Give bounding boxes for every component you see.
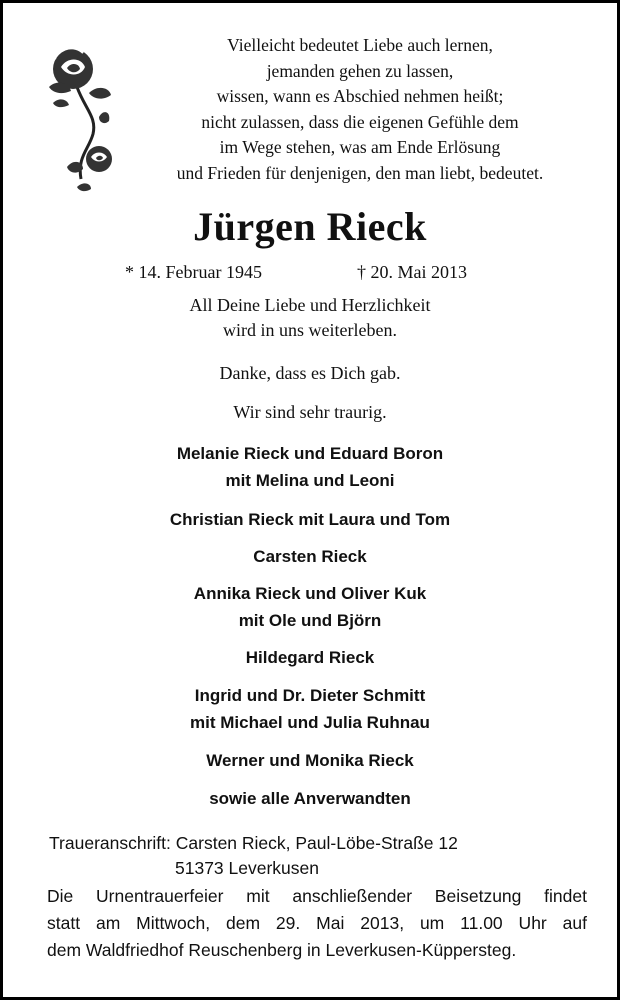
ceremony-line: dem Waldfriedhof Reuschenberg in Leverkusen-Küppersteg. <box>47 940 517 960</box>
deceased-name: Jürgen Rieck <box>193 204 427 249</box>
mourning-address: Traueranschrift: Carsten Rieck, Paul-Löbe-Straße 12 <box>49 833 458 853</box>
thanks-message: Danke, dass es Dich gab. <box>219 363 401 383</box>
mourner-line: mit Michael und Julia Ruhnau <box>190 713 430 732</box>
rose-illustration-icon <box>37 39 127 199</box>
love-message <box>3 293 617 343</box>
ceremony-info <box>47 883 587 964</box>
poem-line: nicht zulassen, dass die eigenen Gefühle dem <box>201 111 519 132</box>
love-line: All Deine Liebe und Herzlichkeit <box>189 295 431 315</box>
poem-line: Vielleicht bedeutet Liebe auch lernen, <box>227 35 493 55</box>
mourner-line: Christian Rieck mit Laura und Tom <box>169 510 451 529</box>
mourner-line: Carsten Rieck <box>253 547 367 566</box>
poem <box>123 33 597 186</box>
mourner-line: mit Melina und Leoni <box>225 471 395 490</box>
love-line: wird in uns weiterleben. <box>223 320 397 340</box>
poem-line: jemanden gehen zu lassen, <box>266 60 454 81</box>
sad-message: Wir sind sehr traurig. <box>233 402 387 422</box>
birth-date: * 14. Februar 1945 <box>125 262 262 282</box>
mourner-line: mit Ole und Björn <box>238 611 382 630</box>
poem-line: wissen, wann es Abschied nehmen heißt; <box>216 86 504 106</box>
mourner-line: Ingrid und Dr. Dieter Schmitt <box>194 686 426 705</box>
mourner-line: Annika Rieck und Oliver Kuk <box>193 584 427 603</box>
poem-line: im Wege stehen, was am Ende Erlösung <box>219 137 501 157</box>
ceremony-line: Die Urnentrauerfeier mit anschließender Beisetzung findet <box>47 886 587 906</box>
mourner-line: Werner und Monika Rieck <box>206 751 414 770</box>
ceremony-line: statt am Mittwoch, dem 29. Mai 2013, um 11.00 Uhr auf <box>47 913 587 933</box>
poem-line: und Frieden für denjenigen, den man liebt, bedeutet. <box>176 162 544 183</box>
death-date: † 20. Mai 2013 <box>357 262 467 282</box>
mourning-address-city: 51373 Leverkusen <box>175 858 319 878</box>
mourner-line: sowie alle Anverwandten <box>209 789 411 808</box>
mourner-line: Hildegard Rieck <box>245 648 375 667</box>
mourner-line: Melanie Rieck und Eduard Boron <box>176 444 444 463</box>
